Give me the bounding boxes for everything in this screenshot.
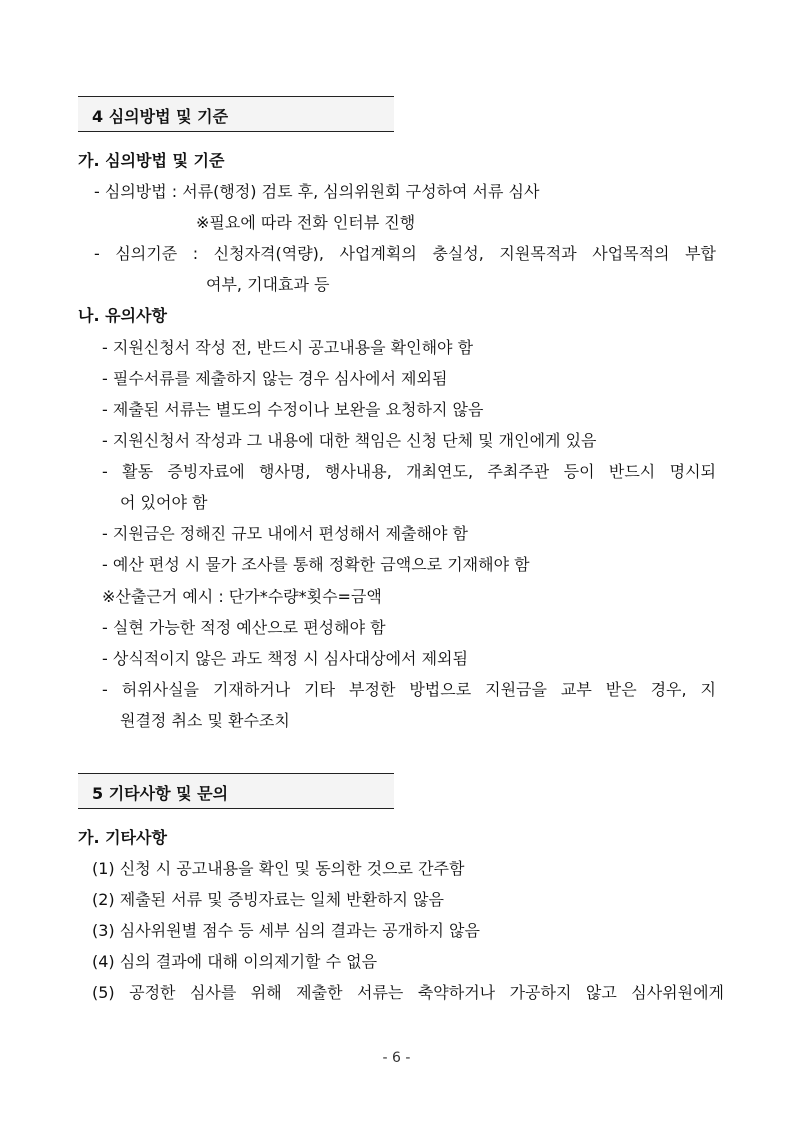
method-line: - 심의방법 : 서류(행정) 검토 후, 심의위원회 구성하여 서류 심사 — [94, 182, 540, 201]
section-4-title: 4 심의방법 및 기준 — [92, 107, 229, 126]
notice-item: - 지원신청서 작성과 그 내용에 대한 책임은 신청 단체 및 개인에게 있음 — [102, 431, 597, 450]
calc-example-note: ※산출근거 예시 : 단가*수량*횟수=금액 — [102, 587, 382, 606]
section-5-header — [78, 773, 394, 809]
notice-item: - 지원금은 정해진 규모 내에서 편성해서 제출해야 함 — [102, 524, 468, 543]
misc-item: (3) 심사위원별 점수 등 세부 심의 결과는 공개하지 않음 — [92, 921, 480, 940]
notice-item: - 예산 편성 시 물가 조사를 통해 정확한 금액으로 기재해야 함 — [102, 555, 530, 574]
page-number: - 6 - — [382, 1050, 411, 1066]
misc-item: (5) 공정한 심사를 위해 제출한 서류는 축약하거나 가공하지 않고 심사위원에게 — [92, 983, 724, 1002]
notice-item-cont: 어 있어야 함 — [120, 493, 208, 512]
section-4-sub-b: 나. 유의사항 — [78, 306, 167, 325]
criteria-line: - 심의기준 : 신청자격(역량), 사업계획의 충실성, 지원목적과 사업목적의 부합 — [94, 244, 716, 263]
notice-item: - 상식적이지 않은 과도 책정 시 심사대상에서 제외됨 — [102, 649, 468, 668]
notice-item: - 허위사실을 기재하거나 기타 부정한 방법으로 지원금을 교부 받은 경우, 지 — [102, 680, 716, 699]
notice-item: - 제출된 서류는 별도의 수정이나 보완을 요청하지 않음 — [102, 400, 484, 419]
misc-item: (2) 제출된 서류 및 증빙자료는 일체 반환하지 않음 — [92, 890, 444, 909]
notice-item: - 필수서류를 제출하지 않는 경우 심사에서 제외됨 — [102, 369, 448, 388]
section-4-header — [78, 96, 394, 132]
notice-item: - 활동 증빙자료에 행사명, 행사내용, 개최연도, 주최주관 등이 반드시 명시되 — [102, 462, 716, 481]
section-5-title: 5 기타사항 및 문의 — [92, 784, 229, 803]
misc-item: (1) 신청 시 공고내용을 확인 및 동의한 것으로 간주함 — [92, 859, 465, 878]
notice-item: - 지원신청서 작성 전, 반드시 공고내용을 확인해야 함 — [102, 338, 474, 357]
notice-item-cont: 원결정 취소 및 환수조치 — [120, 711, 290, 730]
notice-item: - 실현 가능한 적정 예산으로 편성해야 함 — [102, 618, 386, 637]
section-4-sub-a: 가. 심의방법 및 기준 — [78, 151, 225, 170]
criteria-line-cont: 여부, 기대효과 등 — [206, 275, 330, 294]
section-5-sub-a: 가. 기타사항 — [78, 828, 167, 847]
misc-item: (4) 심의 결과에 대해 이의제기할 수 없음 — [92, 952, 378, 971]
method-note: ※필요에 따라 전화 인터뷰 진행 — [196, 213, 416, 232]
